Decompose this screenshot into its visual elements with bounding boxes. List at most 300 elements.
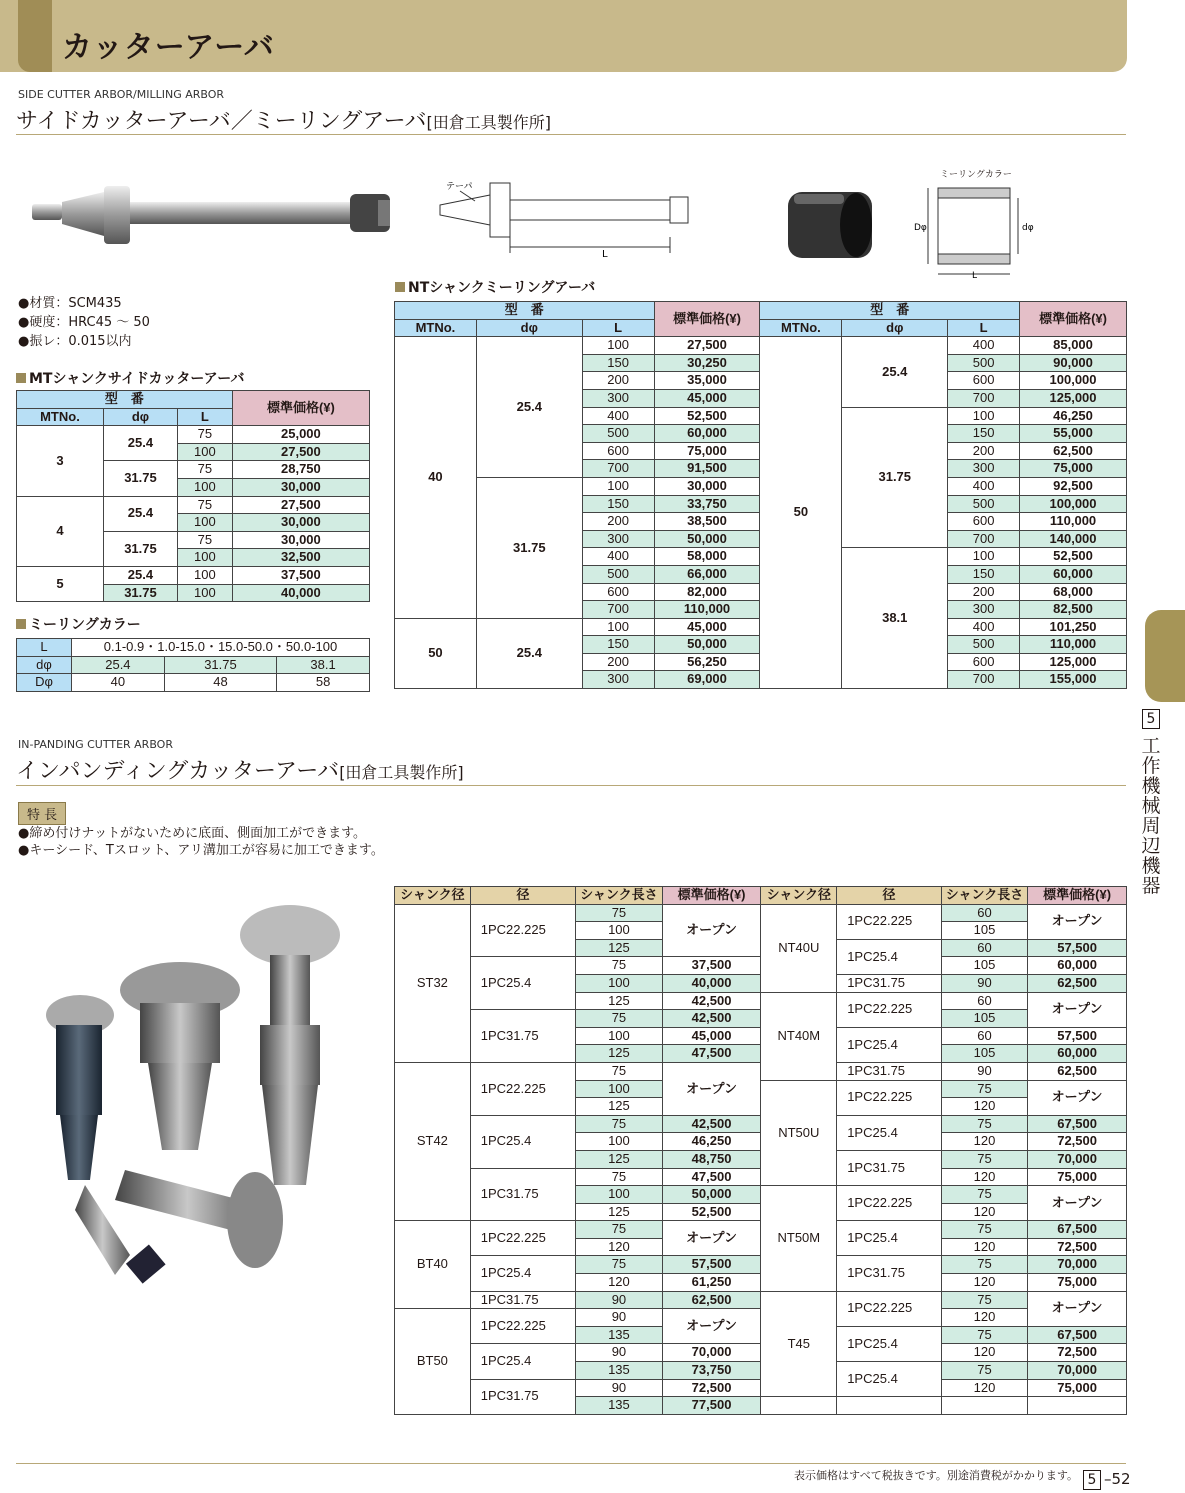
table-cell: 75	[941, 1291, 1027, 1309]
table-cell: 82,500	[1020, 601, 1127, 619]
section2-maker: [田倉工具製作所]	[339, 763, 464, 782]
table-cell: 75	[178, 461, 233, 479]
table-cell: 75,000	[1028, 1379, 1127, 1397]
table-cell: 1PC22.225	[837, 1186, 942, 1221]
table-cell: 32,500	[232, 549, 369, 567]
table-cell: 60	[941, 1027, 1027, 1045]
table-cell: 75	[576, 1221, 662, 1239]
table-cell: 120	[941, 1203, 1027, 1221]
table-cell: 100	[178, 549, 233, 567]
table-cell: BT40	[395, 1221, 471, 1309]
table-cell: 1PC22.225	[470, 1309, 575, 1344]
table-cell: 700	[948, 530, 1020, 548]
table-cell: 110,000	[1020, 636, 1127, 654]
table-cell: 75	[178, 426, 233, 444]
length-label: L	[602, 249, 608, 260]
table-cell: 100	[948, 407, 1020, 425]
table-cell: 600	[582, 442, 654, 460]
table-cell: 125	[576, 1203, 662, 1221]
table-row	[395, 337, 1127, 355]
table-cell: 100	[582, 618, 654, 636]
table-cell: 31.75	[103, 461, 177, 496]
table-cell: 67,500	[1028, 1326, 1127, 1344]
table-cell: 700	[582, 460, 654, 478]
spec-runout: ●振レ：0.015以内	[18, 334, 132, 349]
section2-jp-title: インパンディングカッターアーバ	[16, 759, 340, 784]
table-cell: 75	[941, 1326, 1027, 1344]
table-cell: 75	[941, 1221, 1027, 1239]
table-cell: 47,500	[662, 1045, 761, 1063]
table-cell: NT50M	[761, 1186, 837, 1292]
mt-col-d: dφ	[103, 408, 177, 426]
mt-table-title	[16, 368, 245, 388]
table-cell: 105	[941, 1045, 1027, 1063]
chapter-badge: 5	[1142, 709, 1160, 729]
table-cell: 60	[941, 939, 1027, 957]
table-row	[395, 1221, 1127, 1239]
table-cell: 60,000	[1028, 1045, 1127, 1063]
table-cell: 38,500	[654, 513, 760, 531]
spec-hardness: ●硬度：HRC45 ～ 50	[18, 315, 150, 330]
mt-table-title-text: MTシャンクサイドカッターアーバ	[29, 371, 245, 387]
table-cell: オープン	[1028, 1291, 1127, 1326]
table-cell: 110,000	[654, 601, 760, 619]
table-cell: 30,000	[232, 514, 369, 532]
table-cell: 62,500	[1028, 974, 1127, 992]
table-cell: 90	[941, 974, 1027, 992]
table-cell: 62,500	[1028, 1062, 1127, 1080]
table-row	[395, 1291, 1127, 1309]
table-cell: 75	[941, 1256, 1027, 1274]
table-cell: 1PC22.225	[837, 904, 942, 939]
feature-item: ●締め付けナットがないために底面、側面加工ができます。	[18, 826, 367, 841]
table-cell: 25.4	[72, 656, 165, 674]
table-cell: 100	[576, 974, 662, 992]
table-cell: ST32	[395, 904, 471, 1062]
table-cell: 25.4	[103, 426, 177, 461]
table-cell: 75	[576, 1256, 662, 1274]
table-cell: 200	[582, 653, 654, 671]
table-cell: 100,000	[1020, 372, 1127, 390]
footer-chapter-badge: 5	[1083, 1470, 1101, 1490]
table-cell: 42,500	[662, 1115, 761, 1133]
table-cell: 125	[576, 1045, 662, 1063]
chapter-tab[interactable]	[1145, 610, 1185, 702]
nt-col-mt: MTNo.	[395, 319, 477, 337]
table-cell: 100	[178, 584, 233, 602]
table-cell: 25.4	[103, 496, 177, 531]
table-cell: 58	[277, 674, 370, 692]
collar-table	[16, 638, 370, 692]
table-cell: 100	[576, 1133, 662, 1151]
table-cell: 100	[178, 443, 233, 461]
table-cell: 25.4	[476, 337, 582, 478]
table-cell: 91,500	[654, 460, 760, 478]
arbor-photo	[28, 180, 398, 250]
table-cell: 75	[576, 1115, 662, 1133]
table-cell: 70,000	[1028, 1256, 1127, 1274]
ip-col-dia-right: 径	[837, 887, 942, 905]
table-cell: 60	[941, 992, 1027, 1010]
table-cell: NT50U	[761, 1080, 837, 1186]
feature-label: 特 長	[18, 802, 66, 825]
spec-list	[18, 294, 150, 351]
table-cell: 100	[582, 477, 654, 495]
table-cell: 72,500	[1028, 1344, 1127, 1362]
table-cell: 200	[582, 372, 654, 390]
table-cell: 27,500	[654, 337, 760, 355]
mt-shank-table	[16, 390, 370, 602]
page-number: –52	[1104, 1470, 1131, 1488]
table-cell: 1PC25.4	[837, 1221, 942, 1256]
table-cell: 25.4	[476, 618, 582, 688]
table-row	[395, 1344, 1127, 1362]
table-cell: 1PC31.75	[837, 1150, 942, 1185]
table-cell: 62,500	[662, 1291, 761, 1309]
spec-material: ●材質：SCM435	[18, 296, 122, 311]
nt-model-header: 型 番	[395, 302, 655, 320]
table-cell: オープン	[662, 1062, 761, 1115]
table-cell: 90	[576, 1309, 662, 1327]
table-cell: 27,500	[232, 443, 369, 461]
table-cell: 75	[941, 1115, 1027, 1133]
table-cell: 1PC31.75	[837, 1256, 942, 1291]
nt-col-l-right: L	[948, 319, 1020, 337]
table-cell: 1PC22.225	[837, 992, 942, 1027]
table-cell: 120	[941, 1309, 1027, 1327]
table-cell: 46,250	[1020, 407, 1127, 425]
table-cell: 27,500	[232, 496, 369, 514]
table-cell: オープン	[662, 1309, 761, 1344]
table-cell: 300	[948, 601, 1020, 619]
table-cell: 300	[582, 389, 654, 407]
table-cell: 40	[72, 674, 165, 692]
collar-table-title-text: ミーリングカラー	[29, 617, 141, 633]
table-cell: 1PC25.4	[470, 1256, 575, 1291]
table-cell: 75	[576, 1168, 662, 1186]
table-cell: 1PC25.4	[470, 957, 575, 1010]
inpanding-table	[394, 886, 1127, 1415]
section1-title	[16, 104, 551, 135]
table-cell: 700	[948, 671, 1020, 689]
table-cell	[941, 1397, 1027, 1415]
table-cell: 31.75	[103, 584, 177, 602]
table-cell: 120	[941, 1168, 1027, 1186]
table-cell: 105	[941, 957, 1027, 975]
table-cell: 400	[948, 477, 1020, 495]
collar-drawing-label: ミーリングカラー	[940, 170, 1012, 180]
table-cell: 1PC31.75	[837, 1062, 942, 1080]
table-cell: 40	[395, 337, 477, 619]
table-cell: 700	[582, 601, 654, 619]
table-cell: 72,500	[662, 1379, 761, 1397]
table-cell: 50	[760, 337, 842, 689]
table-cell: 400	[948, 337, 1020, 355]
table-cell: 500	[948, 495, 1020, 513]
ip-col-dia: 径	[470, 887, 575, 905]
table-cell: 37,500	[232, 566, 369, 584]
table-row	[395, 1010, 1127, 1028]
table-row	[395, 1256, 1127, 1274]
section1-maker: [田倉工具製作所]	[426, 113, 552, 132]
table-cell: 30,000	[232, 531, 369, 549]
table-cell: 70,000	[1028, 1150, 1127, 1168]
table-cell: 120	[941, 1098, 1027, 1116]
cutter-arbors-photo	[30, 895, 380, 1295]
ip-col-shank-right: シャンク径	[761, 887, 837, 905]
table-cell: 120	[941, 1238, 1027, 1256]
table-cell: 56,250	[654, 653, 760, 671]
table-cell: 60	[941, 904, 1027, 922]
table-cell: 57,500	[662, 1256, 761, 1274]
table-cell: 600	[582, 583, 654, 601]
table-cell: 0.1-0.9・1.0-15.0・15.0-50.0・50.0-100	[72, 639, 370, 657]
table-cell: 47,500	[662, 1168, 761, 1186]
nt-table-title-text: NTシャンクミーリングアーバ	[408, 280, 596, 296]
table-cell: 50,000	[662, 1186, 761, 1204]
table-cell: 400	[948, 618, 1020, 636]
table-cell: 31.75	[842, 407, 948, 548]
table-cell: 37,500	[662, 957, 761, 975]
table-cell: 200	[948, 583, 1020, 601]
table-cell: BT50	[395, 1309, 471, 1415]
table-cell: 75	[576, 1010, 662, 1028]
table-cell: 60,000	[654, 425, 760, 443]
mt-col-l: L	[178, 408, 233, 426]
collar-L-header: L	[17, 639, 72, 657]
page-title: カッターアーバ	[62, 30, 275, 65]
table-cell: 75,000	[1020, 460, 1127, 478]
table-cell: 1PC25.4	[470, 1344, 575, 1379]
table-cell: 1PC31.75	[470, 1379, 575, 1414]
table-cell: 75	[941, 1362, 1027, 1380]
table-cell: オープン	[1028, 992, 1127, 1027]
table-cell: 40,000	[232, 584, 369, 602]
table-cell: 300	[948, 460, 1020, 478]
table-cell: 600	[948, 513, 1020, 531]
table-row	[395, 1115, 1127, 1133]
table-cell: 75	[178, 496, 233, 514]
table-cell: 70,000	[1028, 1362, 1127, 1380]
chapter-label: 工作機械周辺機器	[1141, 735, 1161, 897]
table-cell: 150	[582, 495, 654, 513]
nt-model-header-right: 型 番	[760, 302, 1020, 320]
table-cell: 1PC25.4	[837, 1326, 942, 1361]
section1-en-title: SIDE CUTTER ARBOR/MILLING ARBOR	[18, 88, 225, 101]
table-cell: 200	[582, 513, 654, 531]
table-cell: 105	[941, 922, 1027, 940]
table-cell: 155,000	[1020, 671, 1127, 689]
table-cell: 1PC22.225	[837, 1080, 942, 1115]
table-cell: 33,750	[654, 495, 760, 513]
table-cell: 1PC25.4	[837, 1115, 942, 1150]
table-cell: 85,000	[1020, 337, 1127, 355]
table-cell: 31.75	[164, 656, 276, 674]
table-cell: 600	[948, 653, 1020, 671]
table-cell: オープン	[1028, 1186, 1127, 1221]
nt-shank-table	[394, 301, 1127, 689]
nt-table-title	[395, 277, 595, 297]
table-cell: 125,000	[1020, 389, 1127, 407]
table-cell: オープン	[662, 904, 761, 957]
table-cell: 52,500	[654, 407, 760, 425]
table-cell: 75	[178, 531, 233, 549]
table-cell: 150	[948, 425, 1020, 443]
mt-price-header: 標準価格(¥)	[232, 391, 369, 426]
table-cell: 140,000	[1020, 530, 1127, 548]
table-cell: 120	[941, 1344, 1027, 1362]
table-cell: 1PC22.225	[470, 904, 575, 957]
table-cell: 50,000	[654, 636, 760, 654]
table-cell: 90	[941, 1062, 1027, 1080]
table-cell: 75	[941, 1150, 1027, 1168]
table-cell: 45,000	[662, 1027, 761, 1045]
table-cell	[761, 1397, 837, 1415]
section2-en-title: IN-PANDING CUTTER ARBOR	[18, 738, 173, 751]
table-cell: 75,000	[1028, 1168, 1127, 1186]
table-cell: 120	[941, 1133, 1027, 1151]
table-cell: 52,500	[1020, 548, 1127, 566]
table-cell: 1PC25.4	[837, 939, 942, 974]
table-cell: 100	[576, 1186, 662, 1204]
table-cell: 25.4	[103, 566, 177, 584]
table-cell: 52,500	[662, 1203, 761, 1221]
table-cell: 110,000	[1020, 513, 1127, 531]
table-cell: 1PC25.4	[470, 1115, 575, 1168]
table-cell: 73,750	[662, 1362, 761, 1380]
table-cell: 77,500	[662, 1397, 761, 1415]
table-cell: 100	[178, 514, 233, 532]
table-row	[395, 904, 1127, 922]
ip-col-length-right: シャンク長さ	[941, 887, 1027, 905]
table-cell	[1028, 1397, 1127, 1415]
table-cell: 3	[17, 426, 104, 496]
table-row	[395, 1309, 1127, 1327]
table-cell	[837, 1397, 942, 1415]
table-cell: 100	[948, 548, 1020, 566]
table-cell: 100	[582, 337, 654, 355]
table-cell: 75,000	[1028, 1274, 1127, 1292]
table-cell: 150	[948, 565, 1020, 583]
table-cell: 125	[576, 939, 662, 957]
table-row	[395, 1062, 1127, 1080]
collar-D-label: Dφ	[914, 223, 927, 233]
taper-label: テーパ	[446, 182, 473, 192]
table-cell: オープン	[1028, 904, 1127, 939]
arbor-drawing	[430, 175, 720, 260]
table-cell: 46,250	[662, 1133, 761, 1151]
table-cell: 75	[576, 904, 662, 922]
table-cell: 1PC31.75	[470, 1168, 575, 1221]
table-cell: 48	[164, 674, 276, 692]
table-cell: 40,000	[662, 974, 761, 992]
table-cell: 75	[941, 1186, 1027, 1204]
section1-jp-title: サイドカッターアーバ／ミーリングアーバ	[16, 109, 427, 134]
table-cell: 100	[576, 1080, 662, 1098]
table-cell: 60,000	[1020, 565, 1127, 583]
nt-price-header-right: 標準価格(¥)	[1020, 302, 1127, 337]
table-cell: 55,000	[1020, 425, 1127, 443]
table-cell: 35,000	[654, 372, 760, 390]
table-cell: 150	[582, 354, 654, 372]
table-cell: オープン	[1028, 1080, 1127, 1115]
table-cell: 31.75	[476, 477, 582, 618]
table-cell: 60,000	[1028, 957, 1127, 975]
collar-d-header: dφ	[17, 656, 72, 674]
table-cell: 30,000	[654, 477, 760, 495]
table-cell: 200	[948, 442, 1020, 460]
table-cell: オープン	[662, 1221, 761, 1256]
table-cell: 66,000	[654, 565, 760, 583]
footer-note: 表示価格はすべて税抜きです。別途消費税がかかります。	[794, 1469, 1079, 1482]
table-cell: 90	[576, 1344, 662, 1362]
table-cell: 30,000	[232, 478, 369, 496]
table-cell: 58,000	[654, 548, 760, 566]
table-cell: 75	[576, 1062, 662, 1080]
table-cell: 48,750	[662, 1150, 761, 1168]
table-cell: 105	[941, 1010, 1027, 1028]
table-cell: 92,500	[1020, 477, 1127, 495]
table-cell: 1PC22.225	[470, 1221, 575, 1256]
table-cell: 100,000	[1020, 495, 1127, 513]
collar-L-label: L	[972, 271, 978, 280]
table-cell: 42,500	[662, 1010, 761, 1028]
table-cell: 500	[582, 565, 654, 583]
table-cell: 500	[948, 354, 1020, 372]
table-cell: 28,750	[232, 461, 369, 479]
table-cell: 25.4	[842, 337, 948, 407]
table-cell: 125,000	[1020, 653, 1127, 671]
table-cell: 300	[582, 530, 654, 548]
table-cell: 25,000	[232, 426, 369, 444]
table-cell: 57,500	[1028, 1027, 1127, 1045]
table-cell: 72,500	[1028, 1238, 1127, 1256]
table-row	[395, 1379, 1127, 1397]
table-cell: 90,000	[1020, 354, 1127, 372]
table-cell: 75,000	[654, 442, 760, 460]
table-cell: 1PC22.225	[470, 1062, 575, 1115]
table-cell: 38.1	[842, 548, 948, 689]
nt-col-mt-right: MTNo.	[760, 319, 842, 337]
table-cell: 61,250	[662, 1274, 761, 1292]
table-cell: 120	[576, 1238, 662, 1256]
table-cell: 135	[576, 1362, 662, 1380]
table-cell: 1PC25.4	[837, 1362, 942, 1397]
table-cell: 100	[178, 478, 233, 496]
table-cell: 100	[576, 1027, 662, 1045]
table-cell: 400	[582, 407, 654, 425]
collar-d-label: dφ	[1022, 223, 1034, 233]
table-cell: 400	[582, 548, 654, 566]
square-icon	[395, 282, 405, 292]
table-cell: 69,000	[654, 671, 760, 689]
table-cell: 62,500	[1020, 442, 1127, 460]
nt-price-header: 標準価格(¥)	[654, 302, 760, 337]
table-cell: 4	[17, 496, 104, 566]
square-icon	[16, 373, 26, 383]
table-cell: 68,000	[1020, 583, 1127, 601]
section2-rule	[16, 785, 1126, 786]
table-cell: 38.1	[277, 656, 370, 674]
table-cell: 700	[948, 389, 1020, 407]
section2-title	[16, 754, 464, 785]
square-icon	[16, 619, 26, 629]
footer-rule	[16, 1463, 1126, 1464]
mt-col-mt: MTNo.	[17, 408, 104, 426]
table-cell: 42,500	[662, 992, 761, 1010]
table-cell: 50,000	[654, 530, 760, 548]
table-cell: 75	[941, 1080, 1027, 1098]
